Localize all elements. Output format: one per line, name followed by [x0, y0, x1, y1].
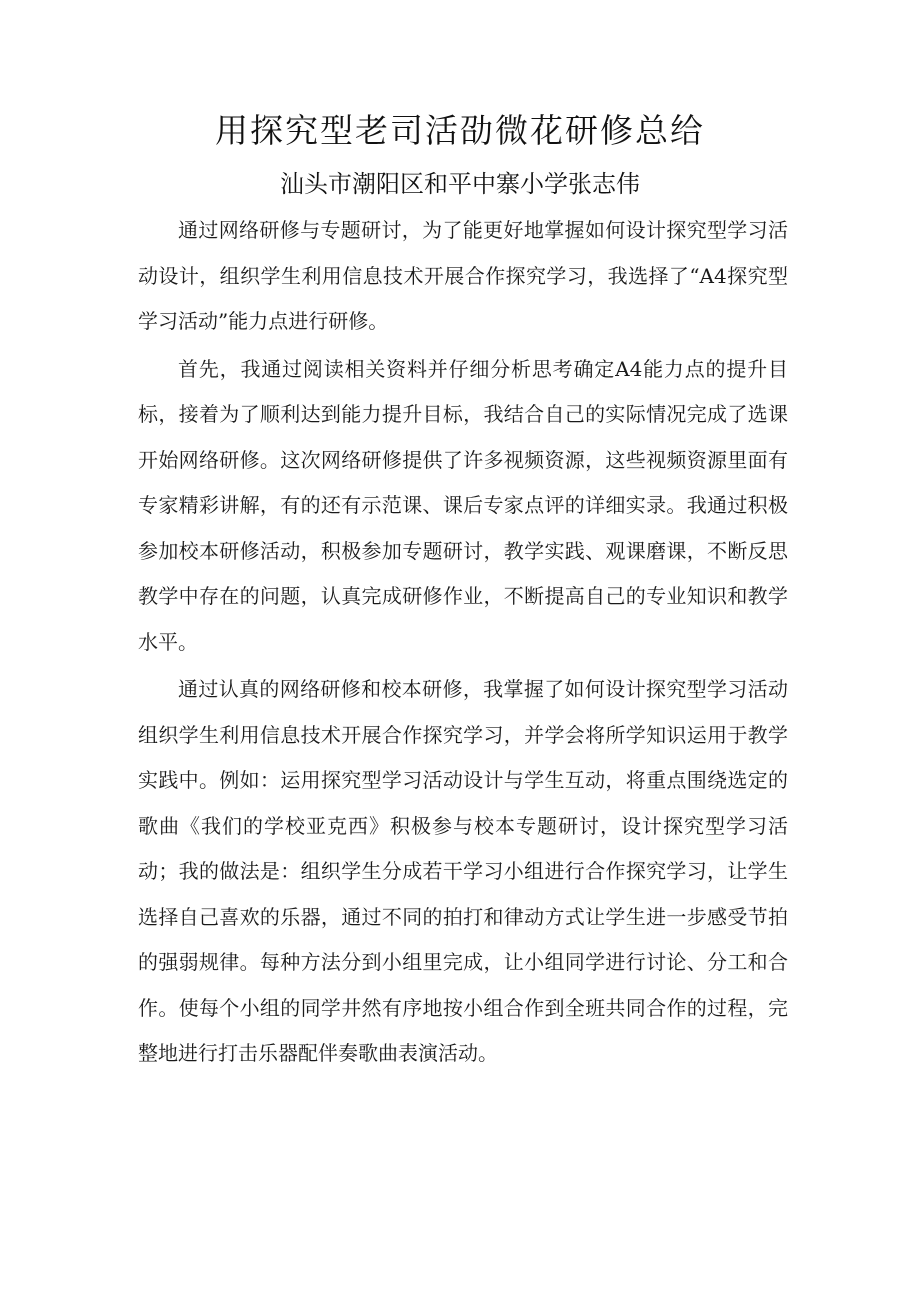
document-body	[138, 208, 788, 1079]
paragraph-3: 通过认真的网络研修和校本研修，我掌握了如何设计探究型学习活动组织学生利用信息技术开展合作探究学习，并学会将所学知识运用于教学实践中。例如：运用探究型学习活动设计与学生互动，将重点围绕选定的歌曲《我们的学校亚克西》积极参与校本专题研讨，设计探究型学习活动；我的做法是：组织学生分成若干学习小组进行合作探究学习，让学生选择自己喜欢的乐器，通过不同的拍打和律动方式让学生进一步感受节拍的强弱规律。每种方法分到小组里完成，让小组同学进行讨论、分工和合作。使每个小组的同学井然有序地按小组合作到全班共同合作的过程，完整地进行打击乐器配伴奏歌曲表演活动。	[138, 677, 788, 1065]
paragraph-2: 首先，我通过阅读相关资料并仔细分析思考确定A4能力点的提升目标，接着为了顺利达到能力提升目标，我结合自己的实际情况完成了选课开始网络研修。这次网络研修提供了许多视频资源，这些视频资源里面有专家精彩讲解，有的还有示范课、课后专家点评的详细实录。我通过积极参加校本研修活动，积极参加专题研讨，教学实践、观课磨课，不断反思教学中存在的问题，认真完成研修作业，不断提高自己的专业知识和教学水平。	[138, 356, 788, 654]
document-subtitle: 汕头市潮阳区和平中寨小学张志伟	[280, 170, 640, 198]
document-title: 用探究型老司活劭微花研修总给	[215, 111, 705, 150]
paragraph-1: 通过网络研修与专题研讨，为了能更好地掌握如何设计探究型学习活动设计，组织学生利用信息技术开展合作探究学习，我选择了“A4探究型学习活动”能力点进行研修。	[138, 218, 788, 333]
